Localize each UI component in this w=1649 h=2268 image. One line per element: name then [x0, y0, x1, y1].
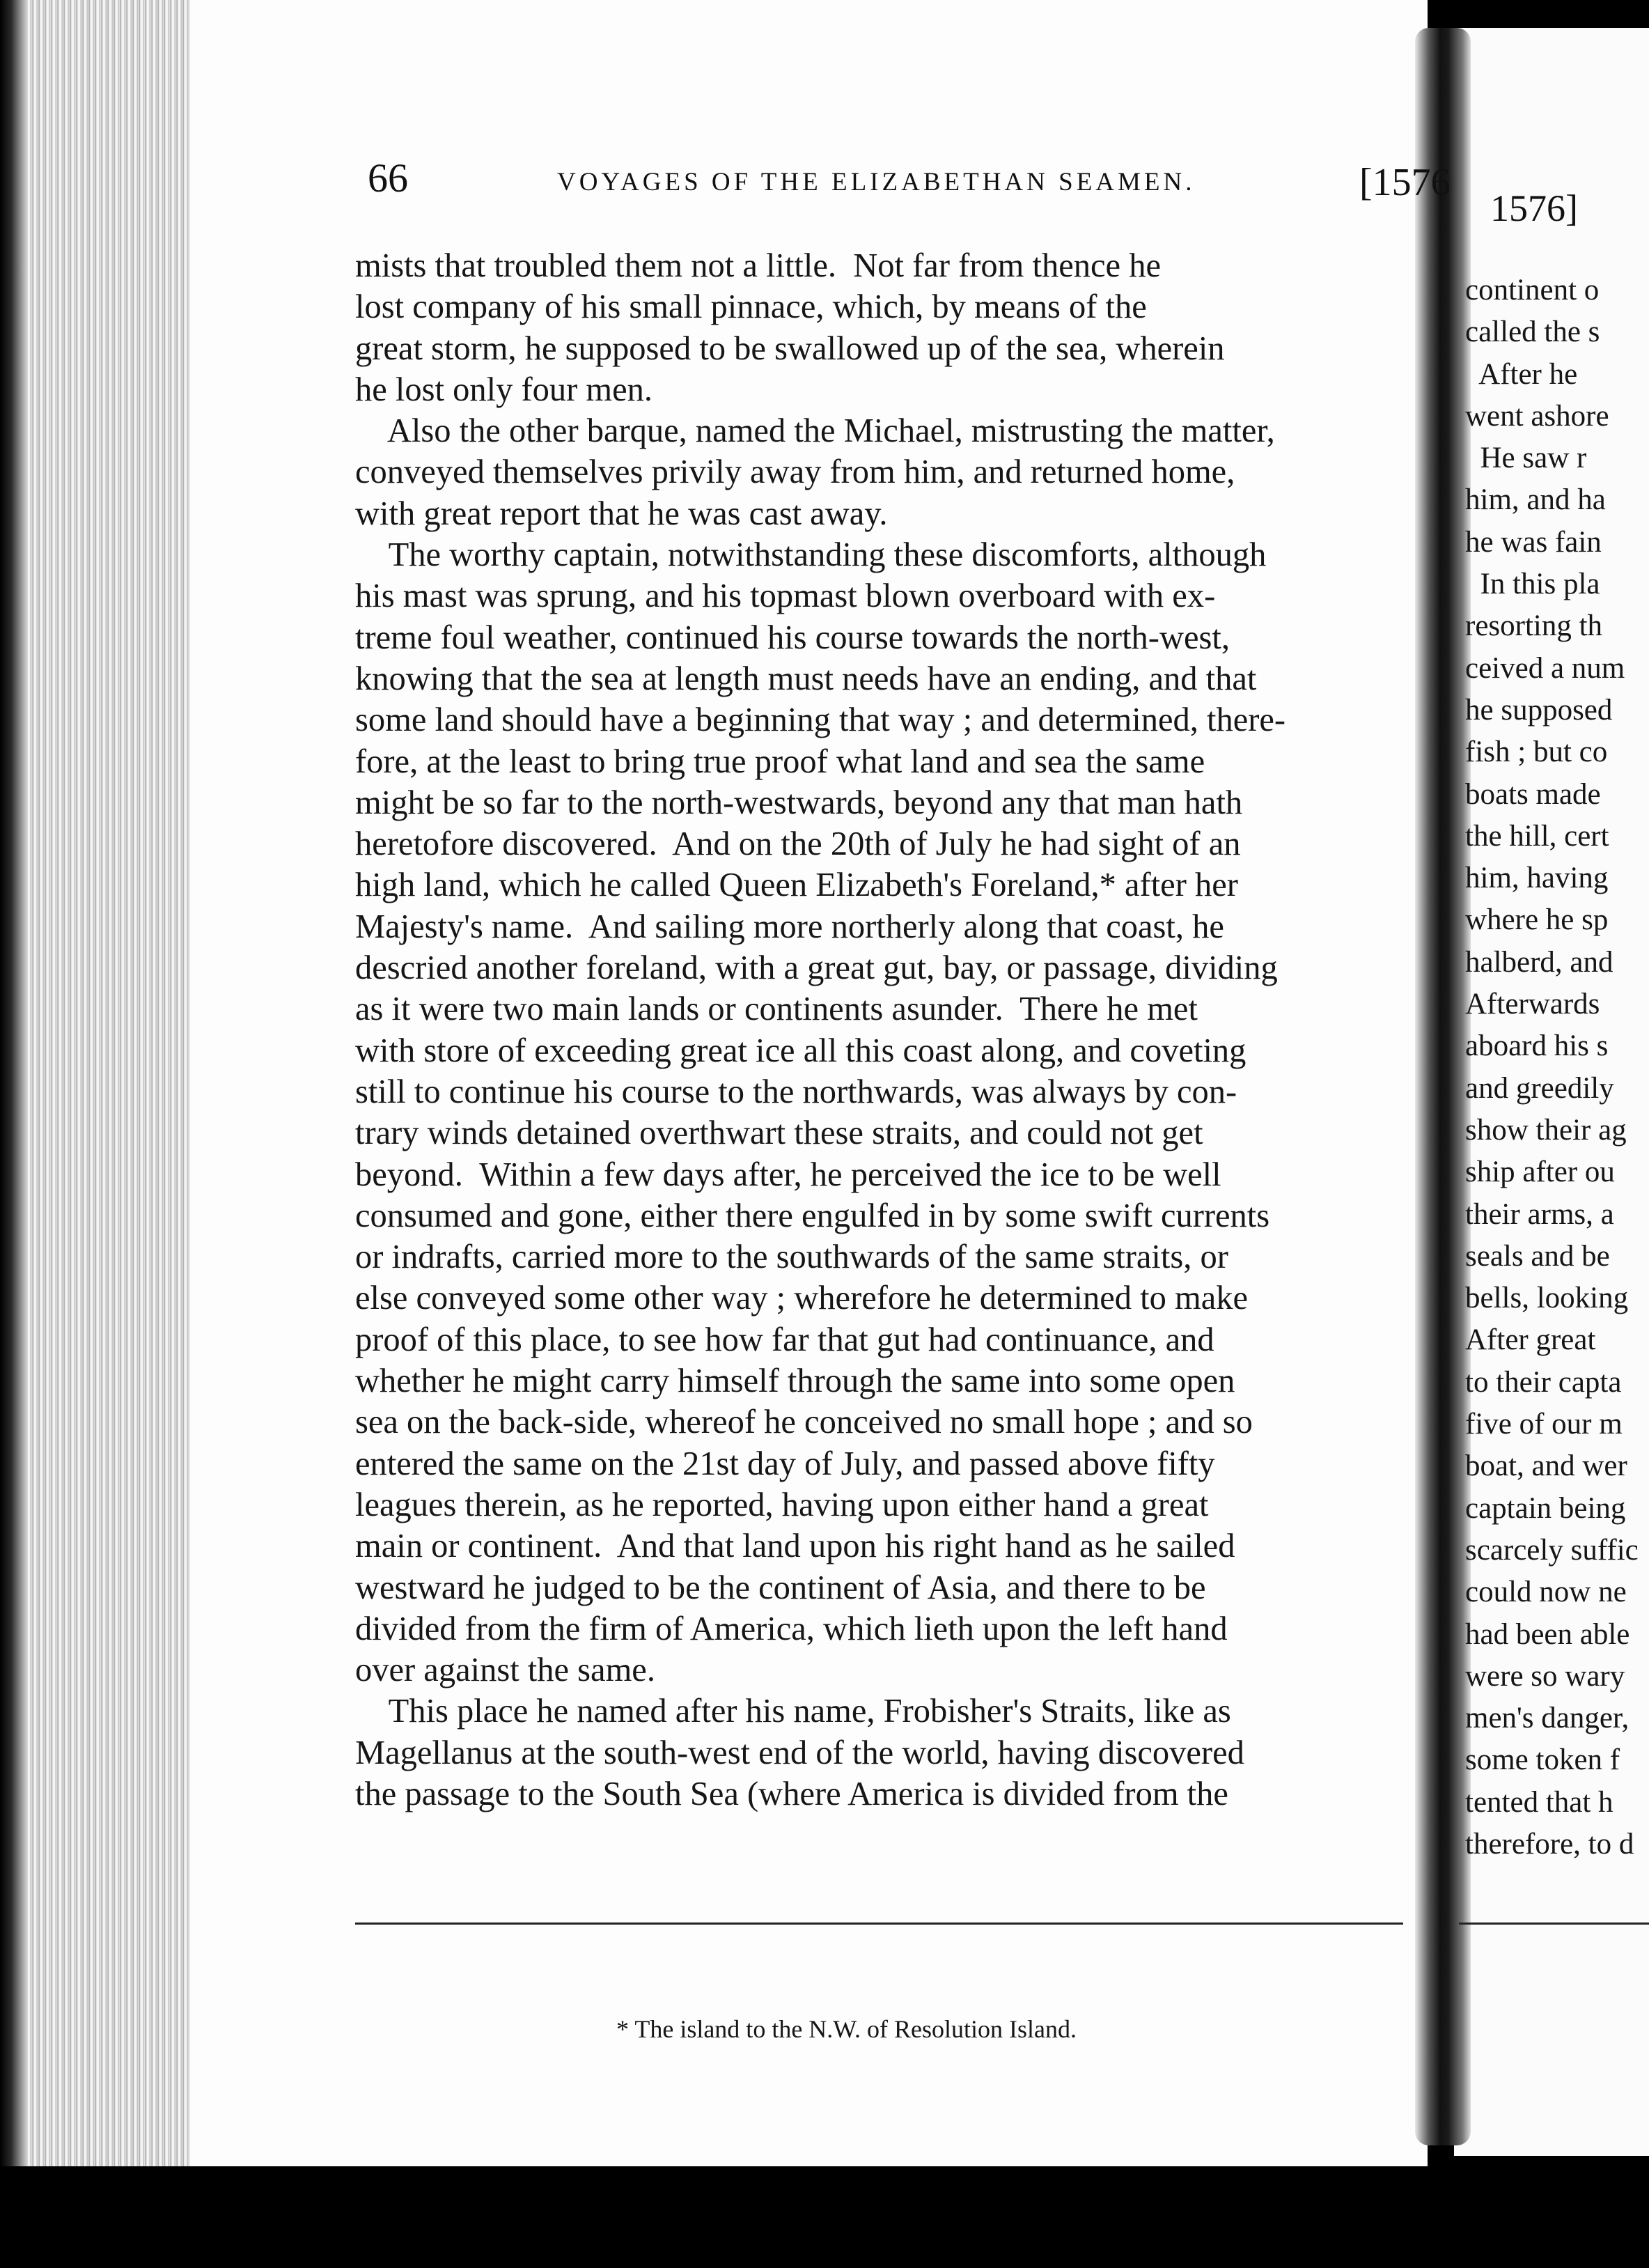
right-page-text-line: therefore, to d [1465, 1827, 1634, 1861]
right-page-text-line: some token f [1465, 1743, 1620, 1777]
left-page-text-line: consumed and gone, either there engulfed in by some swift currents [355, 1197, 1270, 1234]
left-page-text-line: This place he named after his name, Frobisher's Straits, like as [355, 1693, 1231, 1730]
right-page-text-line: continent o [1465, 274, 1600, 306]
right-page-text-line: fish ; but co [1465, 736, 1608, 769]
right-page-text-line: boat, and wer [1465, 1450, 1627, 1483]
right-page-text-line: had been able [1465, 1617, 1630, 1651]
left-page-body-text [355, 245, 1414, 1815]
scan-bottom-border [0, 2166, 1649, 2268]
left-page-text-line: entered the same on the 21st day of July, and passed above fifty [355, 1445, 1215, 1482]
right-page-text-line: he supposed [1465, 693, 1613, 727]
stacked-page-edges [28, 0, 193, 2166]
left-page-text-line: some land should have a beginning that way ; and determined, there- [355, 701, 1286, 739]
left-page-text-line: divided from the firm of America, which lieth upon the left hand [355, 1610, 1228, 1647]
left-page-text-line: the passage to the South Sea (where America is divided from the [355, 1775, 1228, 1812]
left-page-text-line: descried another foreland, with a great gut, bay, or passage, dividing [355, 949, 1278, 987]
left-page-text-line: as it were two main lands or continents asunder. There he met [355, 991, 1198, 1028]
page-edge-shadow [0, 0, 28, 2268]
left-page-text-line: fore, at the least to bring true proof what land and sea the same [355, 743, 1205, 780]
running-year: [1576 [1359, 161, 1451, 204]
right-page-text-line: went ashore [1465, 399, 1609, 433]
page-number: 66 [368, 155, 408, 201]
left-page-text-line: might be so far to the north-westwards, beyond any that man hath [355, 784, 1243, 821]
left-page-text-line: heretofore discovered. And on the 20th of July he had sight of an [355, 825, 1241, 863]
left-page-text-line: Majesty's name. And sailing more northerly along that coast, he [355, 908, 1224, 945]
left-page-text-line: or indrafts, carried more to the southwards of the same straits, or [355, 1238, 1228, 1276]
right-page-text-line: to their capta [1465, 1365, 1622, 1399]
left-page-text-line: sea on the back-side, whereof he conceived no small hope ; and so [355, 1404, 1253, 1441]
footnote-rule [355, 1923, 1403, 1925]
left-page-text-line: high land, which he called Queen Elizabeth's Foreland,* after her [355, 867, 1238, 904]
left-page-text-line: conveyed themselves privily away from him, and returned home, [355, 453, 1235, 491]
right-page-text-line: aboard his s [1465, 1030, 1609, 1063]
right-page-text-line: where he sp [1465, 903, 1609, 937]
right-page-text-line: the hill, cert [1465, 819, 1609, 853]
right-page-footnote-rule [1459, 1923, 1649, 1925]
right-page-text-line: After great [1465, 1323, 1596, 1357]
left-page-text-line: trary winds detained overthwart these straits, and could not get [355, 1114, 1203, 1152]
right-page-text-line: Afterwards [1465, 988, 1600, 1021]
left-page-text-line: leagues therein, as he reported, having upon either hand a great [355, 1486, 1209, 1523]
left-page-text-line: still to continue his course to the northwards, was always by con- [355, 1073, 1237, 1110]
right-page-text-line: he was fain [1465, 525, 1602, 559]
left-page-text-line: westward he judged to be the continent of Asia, and there to be [355, 1569, 1206, 1606]
right-page-text-line: He saw r [1465, 442, 1587, 475]
right-page-text-line: him, having [1465, 862, 1609, 895]
right-page-text-line: could now ne [1465, 1576, 1627, 1609]
right-page-text-line: bells, looking [1465, 1282, 1629, 1315]
left-page-text-line: else conveyed some other way ; wherefore he determined to make [355, 1280, 1249, 1317]
right-page-text-line: resorting th [1465, 609, 1603, 643]
right-page-text-line: and greedily [1465, 1071, 1614, 1105]
left-page-text-line: The worthy captain, notwithstanding these discomforts, although [355, 536, 1267, 574]
right-page-text-line: After he [1465, 357, 1578, 391]
left-page-text-line: Magellanus at the south-west end of the world, having discovered [355, 1734, 1244, 1771]
right-page-text-line: tented that h [1465, 1785, 1613, 1819]
right-page-body-text [1465, 270, 1649, 1865]
right-page-text-line: halberd, and [1465, 945, 1613, 979]
left-page-text-line: mists that troubled them not a little. Not far from thence he [355, 247, 1161, 284]
right-page-text-line: seals and be [1465, 1239, 1610, 1273]
left-page-text-line: with store of exceeding great ice all this coast along, and coveting [355, 1032, 1246, 1069]
right-page-text-line: him, and ha [1465, 483, 1606, 517]
left-page-text-line: beyond. Within a few days after, he perceived the ice to be well [355, 1156, 1221, 1193]
right-page-text-line: men's danger, [1465, 1702, 1630, 1735]
right-page-text-line: called the s [1465, 316, 1600, 349]
right-page-text-line: ship after ou [1465, 1156, 1615, 1189]
left-page-text-line: with great report that he was cast away. [355, 495, 888, 532]
right-page-text-line: In this pla [1465, 568, 1600, 601]
left-page-text-line: knowing that the sea at length must needs have an ending, and that [355, 660, 1257, 697]
footnote: * The island to the N.W. of Resolution Island. [616, 2015, 1077, 2043]
left-page-text-line: he lost only four men. [355, 371, 653, 408]
left-page-text-line: great storm, he supposed to be swallowed up of the sea, wherein [355, 329, 1225, 367]
left-page-text-line: Also the other barque, named the Michael, mistrusting the matter, [355, 412, 1275, 450]
right-page-text-line: scarcely suffic [1465, 1533, 1639, 1567]
right-page-text-line: ceived a num [1465, 651, 1625, 685]
left-page-text-line: proof of this place, to see how far that gut had continuance, and [355, 1321, 1214, 1358]
right-page-text-line: captain being [1465, 1491, 1626, 1525]
right-page-text-line: five of our m [1465, 1408, 1623, 1441]
left-page-text-line: his mast was sprung, and his topmast blown overboard with ex- [355, 577, 1216, 615]
left-page-text-line: over against the same. [355, 1652, 655, 1689]
left-page-text-line: lost company of his small pinnace, which, by means of the [355, 288, 1147, 326]
right-page-text-line: were so wary [1465, 1659, 1625, 1693]
right-page-text-line: their arms, a [1465, 1197, 1614, 1231]
book-gutter [1415, 28, 1471, 2145]
right-page-text-line: boats made [1465, 777, 1601, 811]
right-page-running-year: 1576] [1490, 187, 1578, 229]
left-page-text-line: treme foul weather, continued his course towards the north-west, [355, 619, 1230, 656]
left-page-text-line: main or continent. And that land upon his right hand as he sailed [355, 1528, 1235, 1565]
right-page-text-line: show their ag [1465, 1113, 1627, 1147]
running-title: VOYAGES OF THE ELIZABETHAN SEAMEN. [557, 168, 1196, 196]
left-page-text-line: whether he might carry himself through the same into some open [355, 1362, 1235, 1400]
